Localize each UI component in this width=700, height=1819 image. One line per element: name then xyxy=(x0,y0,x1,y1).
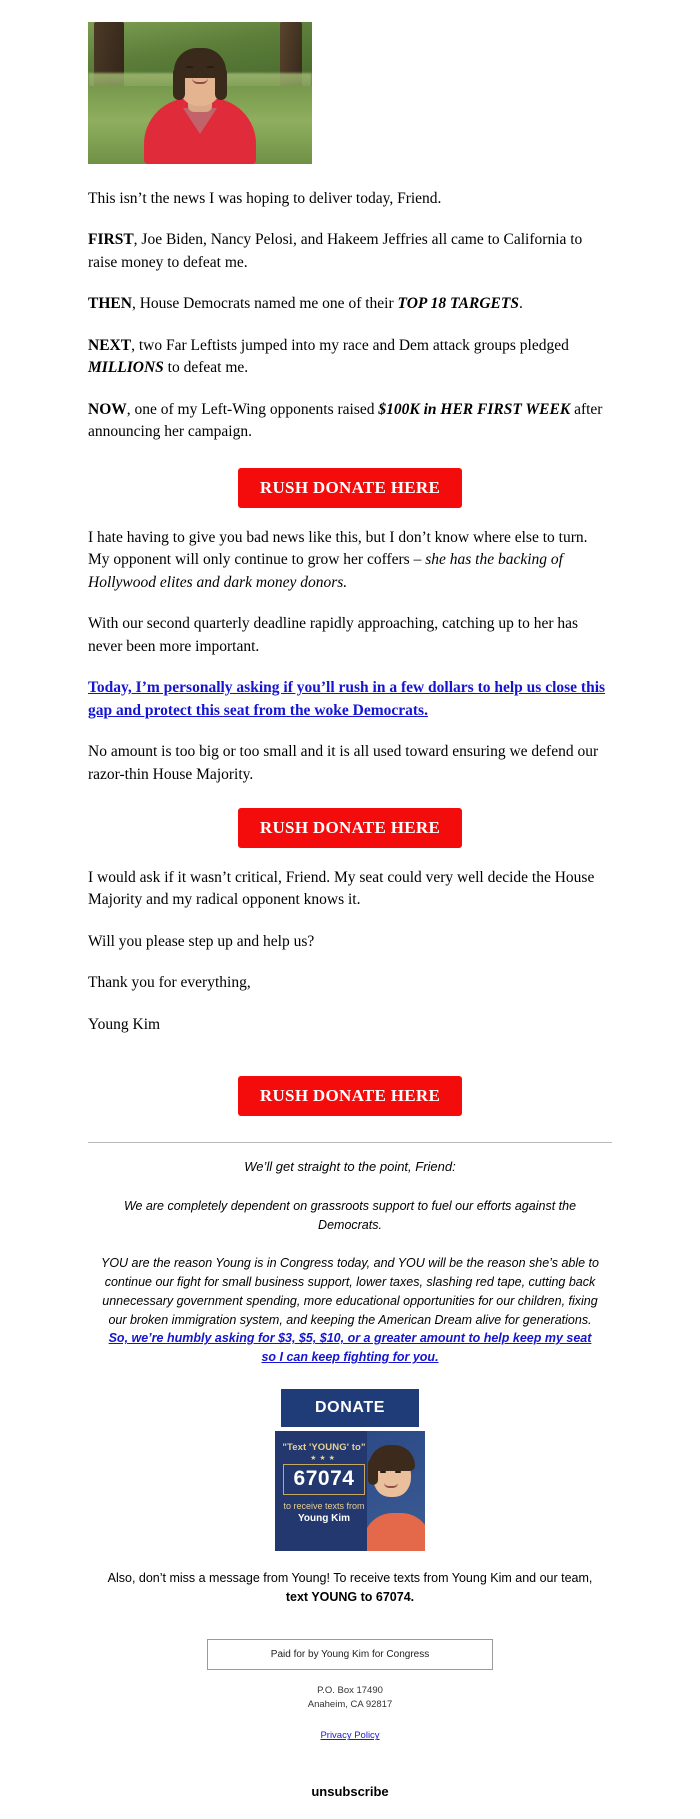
stars-icon: ★★★ xyxy=(310,1455,338,1463)
photo-person-eye-left xyxy=(186,66,193,68)
photo-person xyxy=(141,52,259,164)
text-card-top-line: "Text 'YOUNG' to" xyxy=(282,1442,366,1454)
donate-button-row xyxy=(88,1389,612,1428)
letter-paragraph-1 xyxy=(88,188,612,210)
photo-person-hair-left xyxy=(173,68,185,100)
rush-donate-button-2[interactable]: RUSH DONATE HERE xyxy=(238,808,462,848)
section-divider xyxy=(88,1142,612,1143)
address-line-2: Anaheim, CA 92817 xyxy=(307,1698,393,1710)
text-card-left-panel xyxy=(275,1431,371,1551)
letter-paragraph-11 xyxy=(88,931,612,953)
candidate-photo xyxy=(88,22,312,164)
letter-paragraph-3 xyxy=(88,293,612,315)
ask-link[interactable]: Today, I’m personally asking if you’ll rush in a few dollars to help us close this gap and protect this seat from the woke Democrats. xyxy=(88,679,606,719)
letter-p6-plain: I hate having to give you bad news like this, but I don’t know where else to turn. My opponent will only continue to grow her coffers – xyxy=(88,528,588,569)
text-signup-note-plain: Also, don’t miss a message from Young! To receive texts from Young Kim and our team, xyxy=(107,1571,593,1586)
letter-p12-text: Thank you for everything, xyxy=(88,974,251,992)
pitch-line-2: We are completely dependent on grassroots support to fuel our efforts against the Democrats. xyxy=(123,1198,577,1232)
letter-paragraph-8 xyxy=(88,677,612,722)
email-content-column xyxy=(88,22,612,1819)
rush-donate-button-3[interactable]: RUSH DONATE HERE xyxy=(238,1076,462,1116)
letter-p5-mid: , one of my Left-Wing opponents raised xyxy=(126,400,379,418)
letter-p4-emphasis: MILLIONS xyxy=(88,359,164,377)
letter-p5-lead: NOW xyxy=(88,400,127,418)
text-signup-note-bold: text YOUNG to 67074. xyxy=(285,1590,415,1605)
letter-paragraph-4 xyxy=(88,335,612,380)
pitch-line-3 xyxy=(100,1254,600,1367)
photo-person-hair-right xyxy=(215,68,227,100)
text-card-sub-line: to receive texts from xyxy=(283,1501,365,1512)
letter-p4-mid: , two Far Leftists jumped into my race and Dem attack groups pledged xyxy=(131,336,569,354)
letter-paragraph-2 xyxy=(88,229,612,274)
letter-paragraph-10 xyxy=(88,867,612,912)
letter-p2-rest: , Joe Biden, Nancy Pelosi, and Hakeem Jeffries all came to California to raise money to defeat me. xyxy=(88,231,583,271)
letter-paragraph-7 xyxy=(88,613,612,658)
humble-ask-link[interactable]: So, we’re humbly asking for $3, $5, $10, or a greater amount to help keep my seat so I can keep fighting for you. xyxy=(108,1331,592,1365)
privacy-policy-link[interactable]: Privacy Policy xyxy=(320,1730,380,1742)
letter-p7-text: With our second quarterly deadline rapidly approaching, catching up to her has never been more important. xyxy=(88,615,579,655)
letter-p3-mid: , House Democrats named me one of their xyxy=(131,295,398,313)
donate-cta-row-2 xyxy=(88,808,612,848)
paid-for-disclaimer: Paid for by Young Kim for Congress xyxy=(207,1639,493,1670)
letter-p6-emphasis: she has the backing of Hollywood elites and dark money donors. xyxy=(88,551,563,591)
text-card-portrait xyxy=(367,1431,425,1551)
letter-p5-end: after announcing her campaign. xyxy=(88,400,603,441)
unsubscribe-row xyxy=(88,1783,612,1819)
letter-paragraph-1-text: This isn’t the news I was hoping to deliver today, Friend. xyxy=(88,190,442,207)
letter-paragraph-5 xyxy=(88,399,612,444)
letter-p2-lead: FIRST xyxy=(88,231,134,249)
donate-button[interactable]: DONATE xyxy=(281,1389,419,1428)
photo-person-eye-right xyxy=(207,66,214,68)
pitch-line-3-plain: YOU are the reason Young is in Congress today, and YOU will be the reason she’s able to continue our fight for small business support, lower taxes, slashing red tape, cutting back unnecessary government spending, more educational opportunities for our children, fixing our broken immigration system, and keeping the American Dream alive for generations. xyxy=(101,1256,599,1327)
text-card-shortcode: 67074 xyxy=(283,1464,365,1495)
text-card-portrait-body xyxy=(367,1513,425,1551)
unsubscribe-link[interactable]: unsubscribe xyxy=(311,1784,389,1800)
text-card-portrait-hair-side xyxy=(368,1459,378,1485)
letter-p5-emphasis: $100K in HER FIRST WEEK xyxy=(378,400,571,418)
letter-p4-lead: NEXT xyxy=(88,336,132,354)
pitch-line-1: We’ll get straight to the point, Friend: xyxy=(244,1159,456,1175)
letter-p3-emphasis: TOP 18 TARGETS xyxy=(397,295,519,313)
text-signup-note xyxy=(88,1569,612,1607)
letter-paragraph-6 xyxy=(88,527,612,594)
text-young-card[interactable] xyxy=(275,1431,425,1551)
letter-paragraph-12 xyxy=(88,972,612,994)
grassroots-pitch xyxy=(88,1157,612,1367)
mailing-address xyxy=(88,1684,612,1712)
donate-cta-row-3 xyxy=(88,1076,612,1116)
letter-paragraph-9 xyxy=(88,741,612,786)
text-card-row xyxy=(88,1431,612,1551)
rush-donate-button-1[interactable]: RUSH DONATE HERE xyxy=(238,468,462,508)
text-card-name: Young Kim xyxy=(297,1512,351,1524)
letter-p11-text: Will you please step up and help us? xyxy=(88,932,315,950)
letter-signature xyxy=(88,1014,612,1036)
letter-p9-text: No amount is too big or too small and it is all used toward ensuring we defend our razor-thin House Majority. xyxy=(88,743,599,783)
letter-p3-lead: THEN xyxy=(88,295,132,313)
letter-p4-end: to defeat me. xyxy=(163,359,249,377)
letter-p10-text: I would ask if it wasn’t critical, Friend. My seat could very well decide the House Majority and my radical opponent knows it. xyxy=(88,868,595,909)
donate-cta-row-1 xyxy=(88,468,612,508)
paid-for-row xyxy=(88,1639,612,1670)
signature-name: Young Kim xyxy=(88,1015,161,1033)
address-line-1: P.O. Box 17490 xyxy=(317,1684,383,1696)
privacy-row xyxy=(88,1725,612,1743)
letter-p3-end: . xyxy=(518,295,523,313)
